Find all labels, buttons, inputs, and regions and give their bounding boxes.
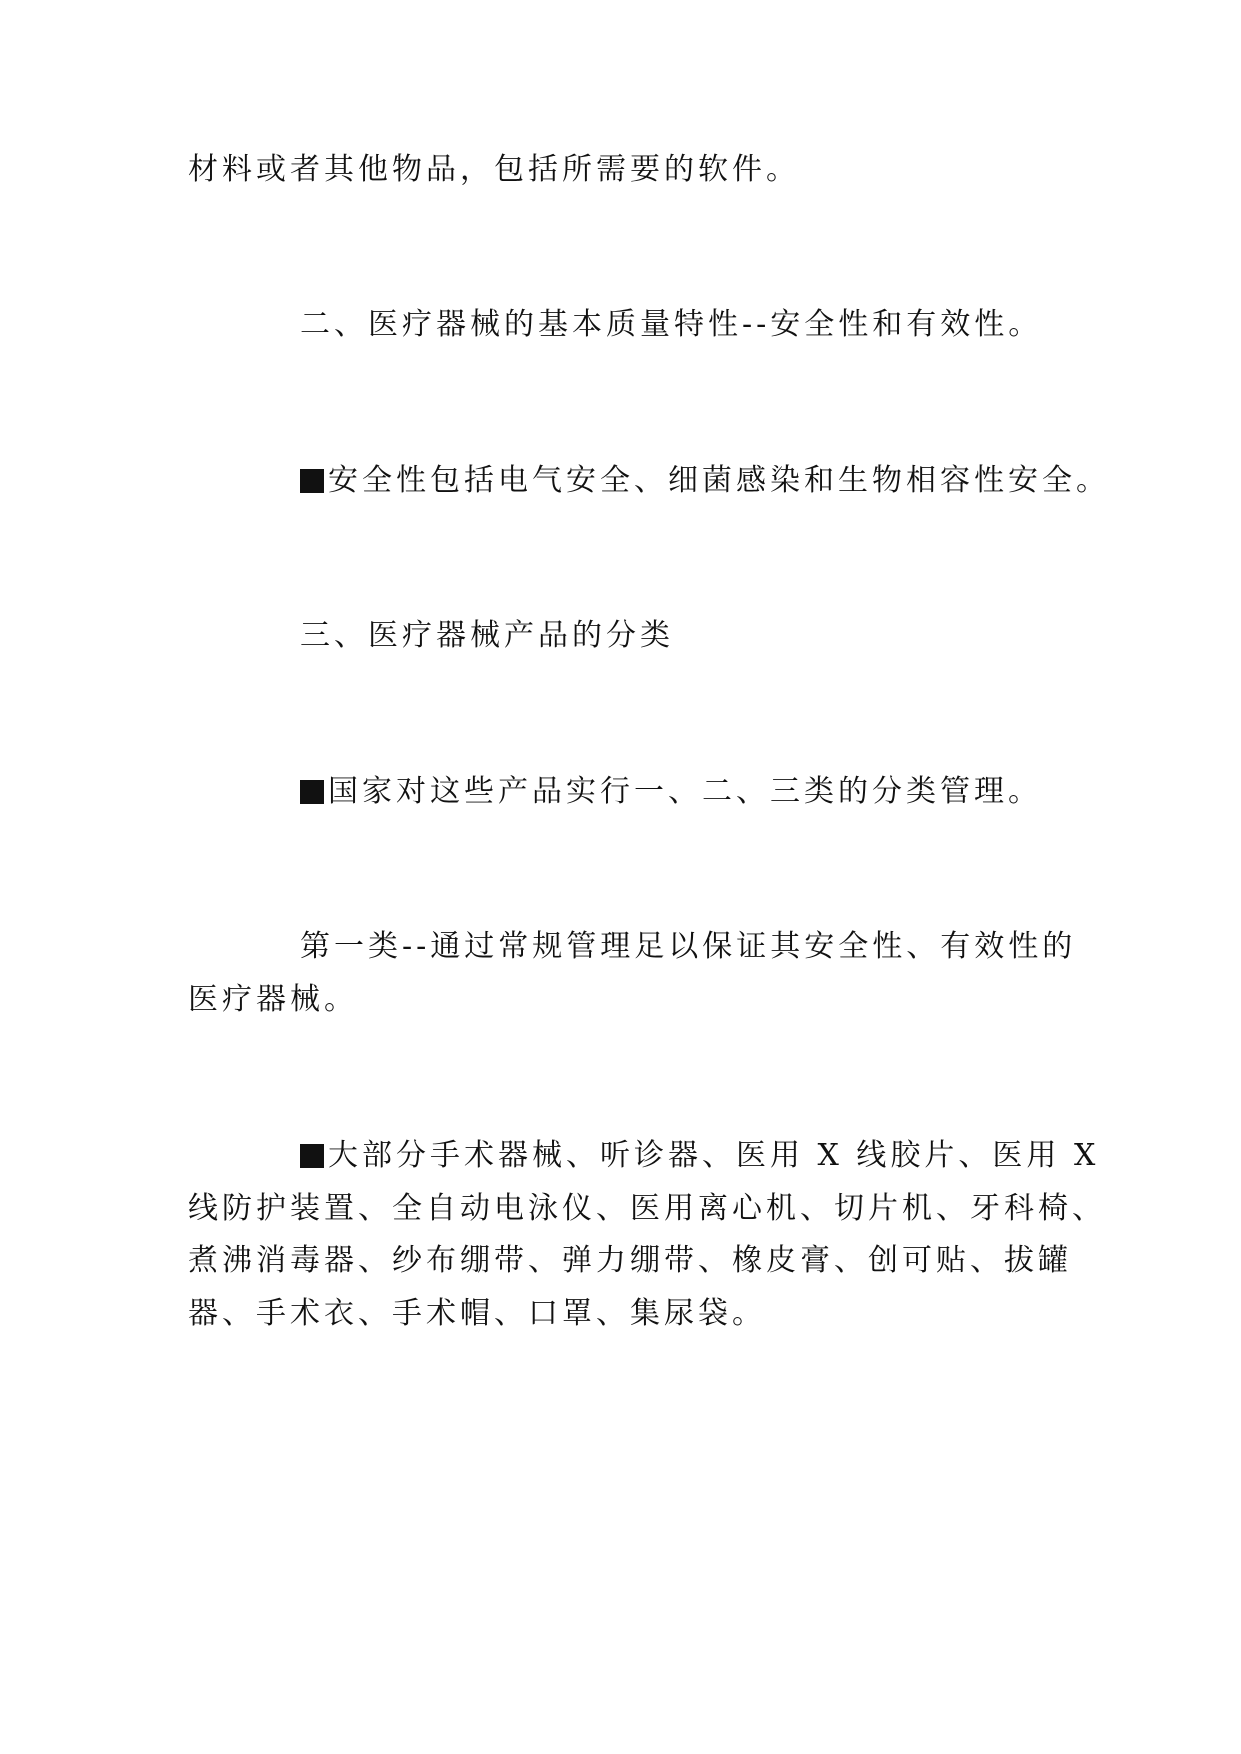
heading-section-three: [300, 618, 1070, 653]
bullet-item-examples-line-2: [188, 1191, 1106, 1226]
paragraph-line-continuation: [188, 152, 1068, 187]
bullet-item-examples-line-3: [188, 1243, 1072, 1278]
text: 大部分手术器械、听诊器、医用 X 线胶片、医用 X: [328, 1138, 1100, 1173]
square-bullet-icon: [300, 469, 324, 493]
square-bullet-icon: [300, 1144, 324, 1168]
paragraph-class-one-line-2: [188, 982, 1068, 1017]
bullet-item-classification: [300, 774, 1070, 809]
bullet-item-safety: [300, 463, 1110, 498]
text: 煮沸消毒器、纱布绷带、弹力绷带、橡皮膏、创可贴、拔罐: [188, 1243, 1072, 1278]
text: 三、医疗器械产品的分类: [300, 618, 674, 653]
text: 材料或者其他物品，包括所需要的软件。: [188, 152, 800, 187]
text: 第一类--通过常规管理足以保证其安全性、有效性的: [300, 929, 1077, 964]
text: 线防护装置、全自动电泳仪、医用离心机、切片机、牙科椅、: [188, 1191, 1106, 1226]
heading-section-two: [300, 307, 1070, 342]
text: 医疗器械。: [188, 982, 358, 1017]
text: 安全性包括电气安全、细菌感染和生物相容性安全。: [328, 463, 1110, 498]
bullet-item-examples-line-1: [300, 1138, 1100, 1173]
text: 二、医疗器械的基本质量特性--安全性和有效性。: [300, 307, 1043, 342]
bullet-item-examples-line-4: [188, 1296, 1068, 1331]
text: 器、手术衣、手术帽、口罩、集尿袋。: [188, 1296, 766, 1331]
text: 国家对这些产品实行一、二、三类的分类管理。: [328, 774, 1042, 809]
paragraph-class-one-line-1: [300, 929, 1077, 964]
square-bullet-icon: [300, 780, 324, 804]
